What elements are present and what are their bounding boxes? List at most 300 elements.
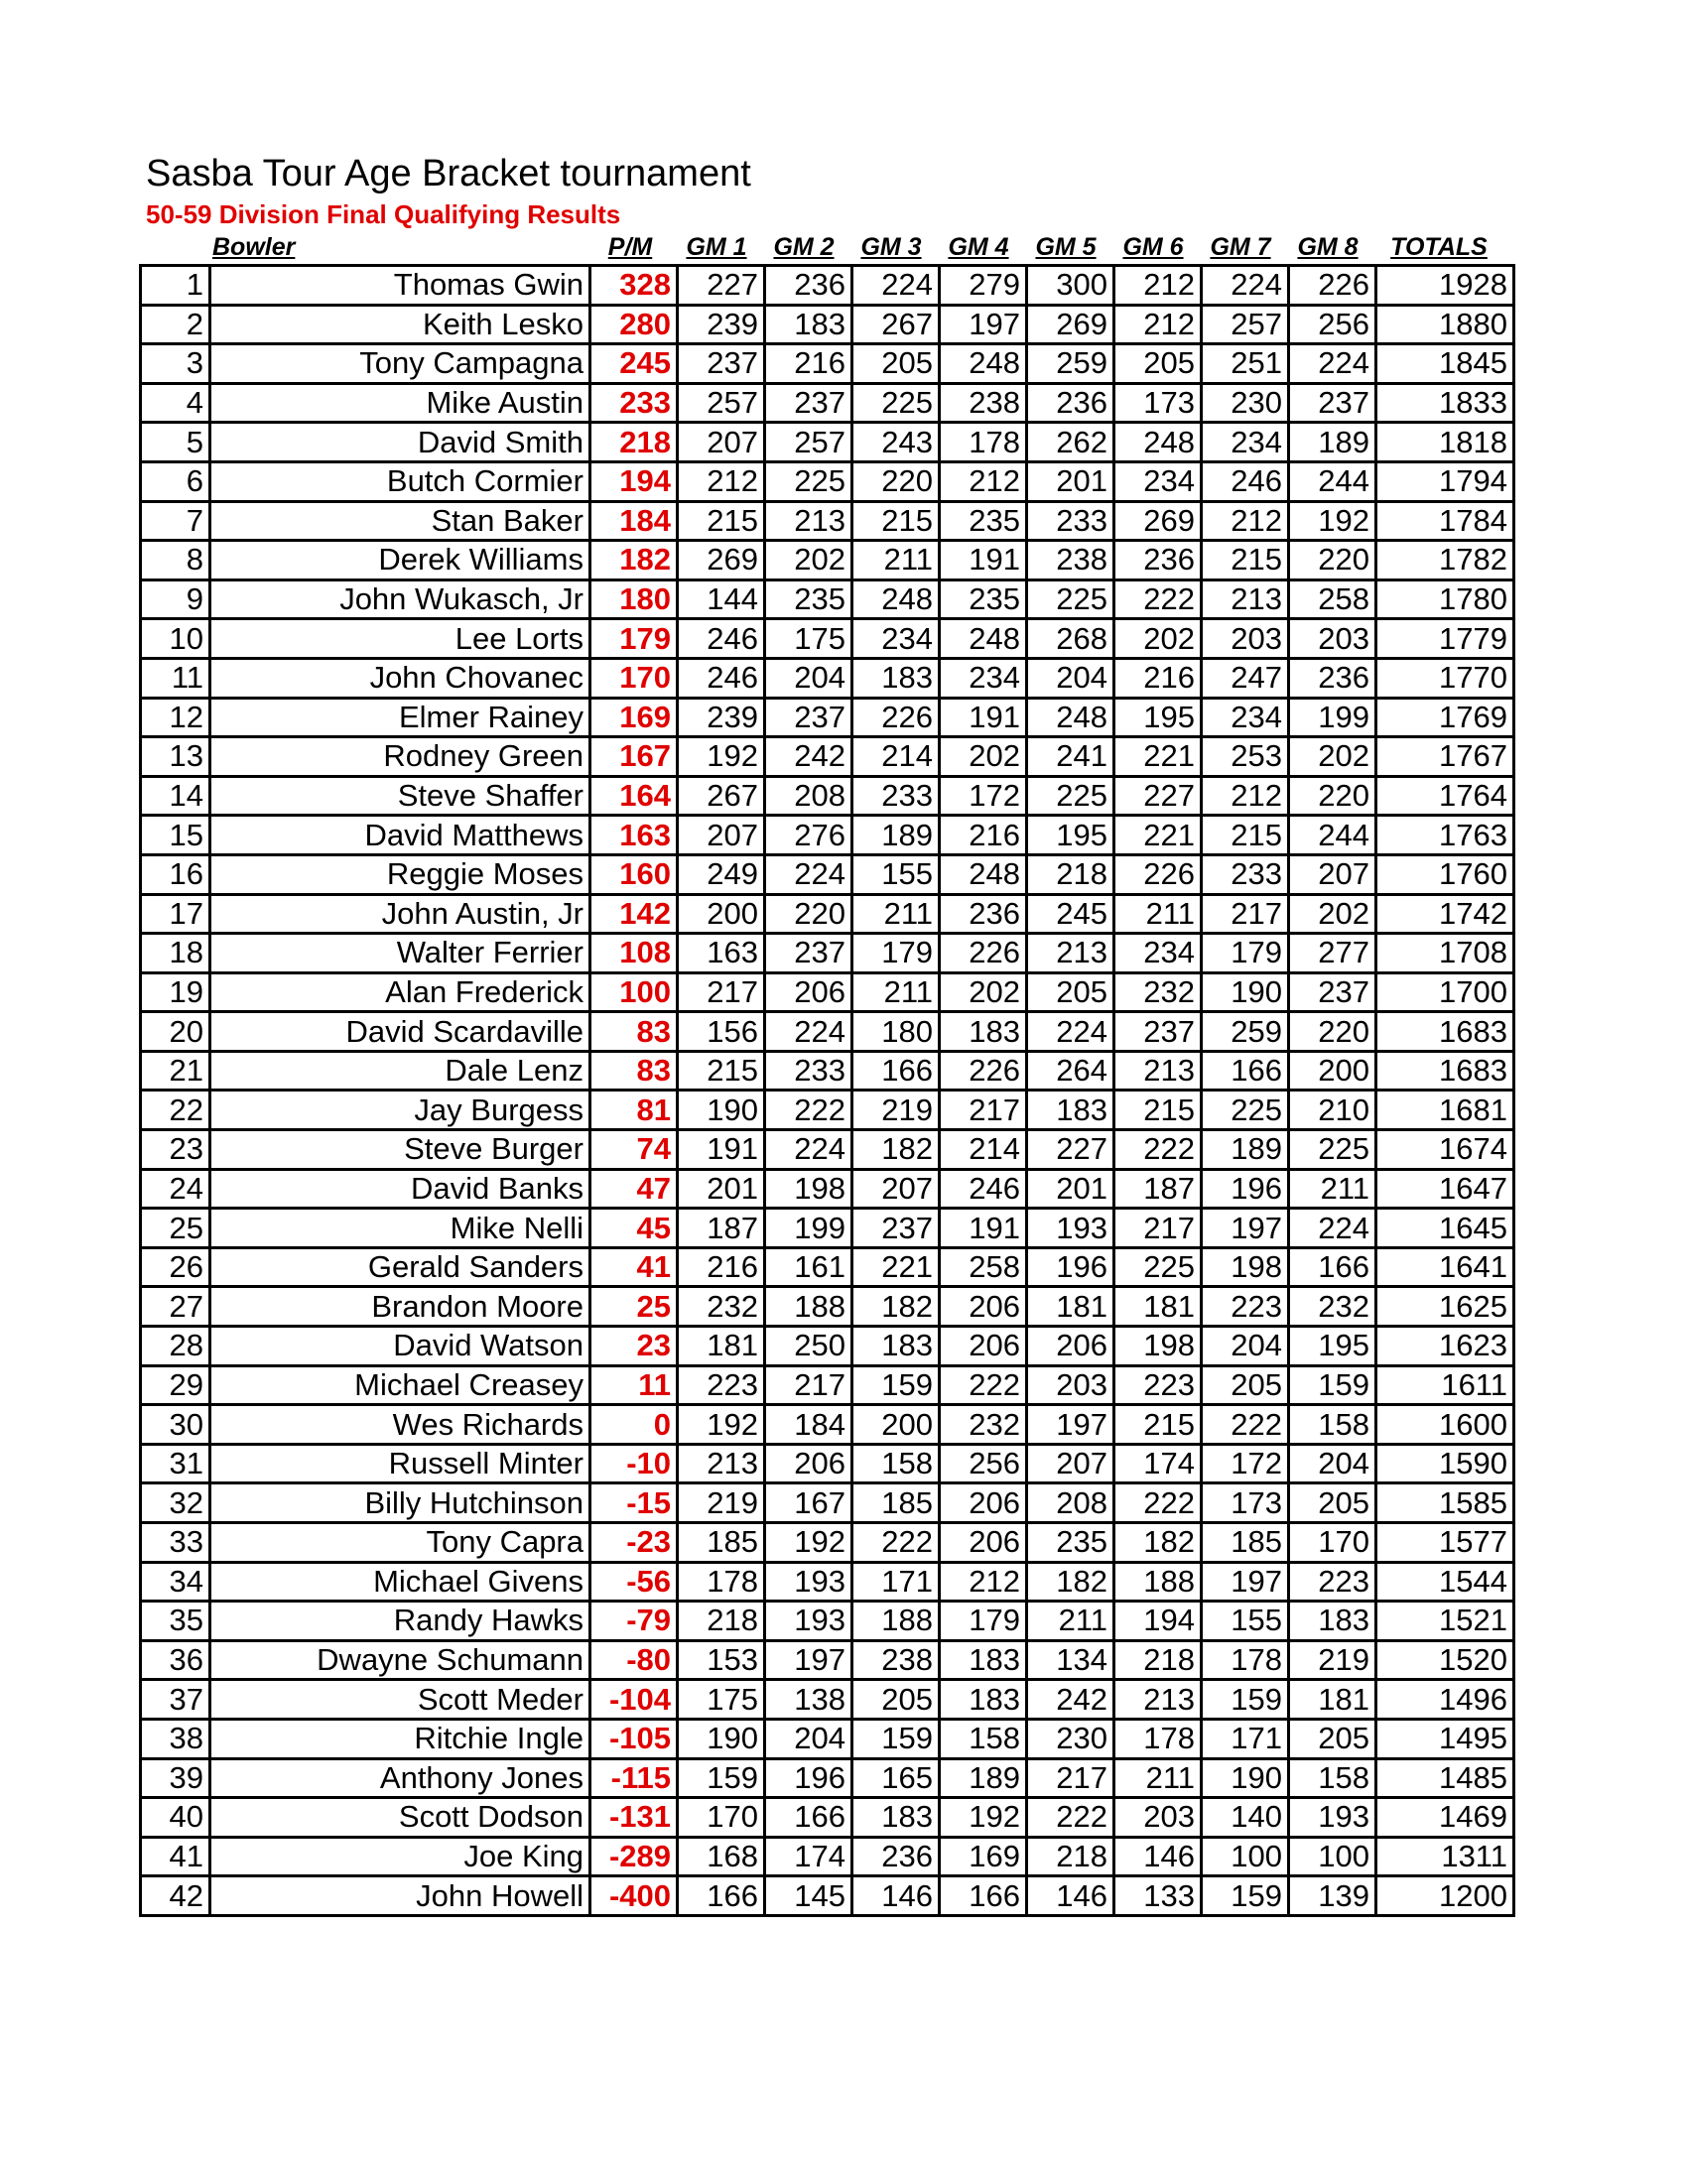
game-3-cell: 171 xyxy=(852,1562,940,1602)
game-4-cell: 172 xyxy=(940,776,1027,816)
game-8-cell: 183 xyxy=(1289,1602,1376,1641)
game-1-cell: 192 xyxy=(678,737,765,777)
game-6-cell: 222 xyxy=(1114,1130,1202,1170)
bowler-name-cell: Anthony Jones xyxy=(210,1758,590,1798)
game-7-cell: 100 xyxy=(1202,1837,1289,1876)
game-8-cell: 202 xyxy=(1289,737,1376,777)
game-7-cell: 159 xyxy=(1202,1680,1289,1720)
game-2-cell: 204 xyxy=(765,1719,852,1758)
rank-cell: 9 xyxy=(141,579,210,619)
bowler-name-cell: Gerald Sanders xyxy=(210,1247,590,1287)
game-1-cell: 190 xyxy=(678,1091,765,1130)
total-cell: 1600 xyxy=(1376,1405,1514,1445)
table-row xyxy=(141,1365,1514,1405)
game-8-cell: 256 xyxy=(1289,305,1376,344)
game-7-cell: 212 xyxy=(1202,776,1289,816)
game-4-cell: 183 xyxy=(940,1680,1027,1720)
game-2-cell: 208 xyxy=(765,776,852,816)
pm-cell: -115 xyxy=(590,1758,678,1798)
bowler-name-cell: Alan Frederick xyxy=(210,972,590,1012)
game-7-cell: 225 xyxy=(1202,1091,1289,1130)
header-game-5: GM 5 xyxy=(1035,233,1097,261)
table-row xyxy=(141,383,1514,423)
bowler-name-cell: Michael Creasey xyxy=(210,1365,590,1405)
game-2-cell: 217 xyxy=(765,1365,852,1405)
game-6-cell: 215 xyxy=(1114,1091,1202,1130)
game-6-cell: 202 xyxy=(1114,619,1202,659)
game-4-cell: 178 xyxy=(940,423,1027,462)
game-1-cell: 207 xyxy=(678,423,765,462)
game-1-cell: 187 xyxy=(678,1209,765,1248)
game-8-cell: 211 xyxy=(1289,1169,1376,1209)
bowler-name-cell: John Chovanec xyxy=(210,658,590,698)
total-cell: 1782 xyxy=(1376,541,1514,580)
pm-cell: 245 xyxy=(590,344,678,384)
game-5-cell: 235 xyxy=(1027,1523,1114,1563)
game-7-cell: 140 xyxy=(1202,1798,1289,1838)
game-1-cell: 191 xyxy=(678,1130,765,1170)
bowler-name-cell: Jay Burgess xyxy=(210,1091,590,1130)
game-7-cell: 205 xyxy=(1202,1365,1289,1405)
total-cell: 1521 xyxy=(1376,1602,1514,1641)
game-1-cell: 218 xyxy=(678,1602,765,1641)
game-7-cell: 251 xyxy=(1202,344,1289,384)
game-6-cell: 212 xyxy=(1114,305,1202,344)
total-cell: 1818 xyxy=(1376,423,1514,462)
game-5-cell: 193 xyxy=(1027,1209,1114,1248)
rank-cell: 27 xyxy=(141,1287,210,1327)
pm-cell: 194 xyxy=(590,461,678,501)
table-row xyxy=(141,305,1514,344)
table-row xyxy=(141,658,1514,698)
game-3-cell: 211 xyxy=(852,972,940,1012)
game-6-cell: 203 xyxy=(1114,1798,1202,1838)
game-4-cell: 179 xyxy=(940,1602,1027,1641)
game-7-cell: 198 xyxy=(1202,1247,1289,1287)
game-6-cell: 237 xyxy=(1114,1012,1202,1052)
game-5-cell: 218 xyxy=(1027,854,1114,894)
total-cell: 1779 xyxy=(1376,619,1514,659)
game-7-cell: 223 xyxy=(1202,1287,1289,1327)
game-6-cell: 222 xyxy=(1114,579,1202,619)
table-row xyxy=(141,1876,1514,1916)
game-1-cell: 257 xyxy=(678,383,765,423)
rank-cell: 41 xyxy=(141,1837,210,1876)
game-4-cell: 191 xyxy=(940,541,1027,580)
rank-cell: 35 xyxy=(141,1602,210,1641)
total-cell: 1742 xyxy=(1376,894,1514,934)
game-1-cell: 200 xyxy=(678,894,765,934)
game-8-cell: 200 xyxy=(1289,1051,1376,1091)
rank-cell: 32 xyxy=(141,1483,210,1523)
game-2-cell: 161 xyxy=(765,1247,852,1287)
rank-cell: 30 xyxy=(141,1405,210,1445)
game-6-cell: 227 xyxy=(1114,776,1202,816)
game-6-cell: 234 xyxy=(1114,934,1202,973)
table-row xyxy=(141,1405,1514,1445)
game-1-cell: 156 xyxy=(678,1012,765,1052)
game-8-cell: 205 xyxy=(1289,1719,1376,1758)
game-4-cell: 217 xyxy=(940,1091,1027,1130)
total-cell: 1845 xyxy=(1376,344,1514,384)
bowler-name-cell: Joe King xyxy=(210,1837,590,1876)
pm-cell: -400 xyxy=(590,1876,678,1916)
bowler-name-cell: Tony Campagna xyxy=(210,344,590,384)
game-7-cell: 233 xyxy=(1202,854,1289,894)
game-1-cell: 239 xyxy=(678,305,765,344)
game-4-cell: 212 xyxy=(940,1562,1027,1602)
game-2-cell: 237 xyxy=(765,698,852,737)
game-6-cell: 211 xyxy=(1114,894,1202,934)
game-6-cell: 187 xyxy=(1114,1169,1202,1209)
game-4-cell: 191 xyxy=(940,698,1027,737)
rank-cell: 4 xyxy=(141,383,210,423)
total-cell: 1760 xyxy=(1376,854,1514,894)
game-5-cell: 269 xyxy=(1027,305,1114,344)
table-row xyxy=(141,934,1514,973)
game-8-cell: 199 xyxy=(1289,698,1376,737)
game-2-cell: 206 xyxy=(765,972,852,1012)
game-7-cell: 234 xyxy=(1202,423,1289,462)
total-cell: 1764 xyxy=(1376,776,1514,816)
table-row xyxy=(141,972,1514,1012)
rank-cell: 15 xyxy=(141,816,210,855)
rank-cell: 6 xyxy=(141,461,210,501)
total-cell: 1495 xyxy=(1376,1719,1514,1758)
game-5-cell: 222 xyxy=(1027,1798,1114,1838)
header-game-7: GM 7 xyxy=(1210,233,1271,261)
pm-cell: 167 xyxy=(590,737,678,777)
rank-cell: 37 xyxy=(141,1680,210,1720)
game-3-cell: 165 xyxy=(852,1758,940,1798)
game-7-cell: 215 xyxy=(1202,816,1289,855)
total-cell: 1520 xyxy=(1376,1640,1514,1680)
game-3-cell: 243 xyxy=(852,423,940,462)
game-1-cell: 207 xyxy=(678,816,765,855)
game-8-cell: 226 xyxy=(1289,266,1376,306)
game-5-cell: 181 xyxy=(1027,1287,1114,1327)
game-6-cell: 216 xyxy=(1114,658,1202,698)
game-2-cell: 166 xyxy=(765,1798,852,1838)
game-7-cell: 234 xyxy=(1202,698,1289,737)
pm-cell: 83 xyxy=(590,1012,678,1052)
game-5-cell: 300 xyxy=(1027,266,1114,306)
rank-cell: 5 xyxy=(141,423,210,462)
division-subtitle: 50-59 Division Final Qualifying Results xyxy=(146,199,621,229)
game-4-cell: 158 xyxy=(940,1719,1027,1758)
game-8-cell: 232 xyxy=(1289,1287,1376,1327)
game-3-cell: 236 xyxy=(852,1837,940,1876)
bowler-name-cell: John Austin, Jr xyxy=(210,894,590,934)
rank-cell: 1 xyxy=(141,266,210,306)
rank-cell: 16 xyxy=(141,854,210,894)
pm-cell: -56 xyxy=(590,1562,678,1602)
game-4-cell: 183 xyxy=(940,1640,1027,1680)
bowler-name-cell: John Howell xyxy=(210,1876,590,1916)
bowler-name-cell: Steve Shaffer xyxy=(210,776,590,816)
game-5-cell: 230 xyxy=(1027,1719,1114,1758)
game-8-cell: 224 xyxy=(1289,344,1376,384)
game-4-cell: 206 xyxy=(940,1327,1027,1366)
game-4-cell: 226 xyxy=(940,934,1027,973)
game-5-cell: 211 xyxy=(1027,1602,1114,1641)
game-5-cell: 225 xyxy=(1027,776,1114,816)
header-game-8: GM 8 xyxy=(1297,233,1359,261)
game-7-cell: 190 xyxy=(1202,972,1289,1012)
game-6-cell: 133 xyxy=(1114,1876,1202,1916)
game-3-cell: 166 xyxy=(852,1051,940,1091)
total-cell: 1200 xyxy=(1376,1876,1514,1916)
game-3-cell: 214 xyxy=(852,737,940,777)
bowler-name-cell: Derek Williams xyxy=(210,541,590,580)
table-row xyxy=(141,1327,1514,1366)
rank-cell: 28 xyxy=(141,1327,210,1366)
pm-cell: 170 xyxy=(590,658,678,698)
game-2-cell: 220 xyxy=(765,894,852,934)
game-4-cell: 232 xyxy=(940,1405,1027,1445)
game-8-cell: 207 xyxy=(1289,854,1376,894)
rank-cell: 21 xyxy=(141,1051,210,1091)
game-1-cell: 239 xyxy=(678,698,765,737)
game-7-cell: 257 xyxy=(1202,305,1289,344)
game-1-cell: 215 xyxy=(678,501,765,541)
table-row xyxy=(141,461,1514,501)
pm-cell: 160 xyxy=(590,854,678,894)
game-3-cell: 182 xyxy=(852,1287,940,1327)
game-2-cell: 175 xyxy=(765,619,852,659)
game-3-cell: 248 xyxy=(852,579,940,619)
game-8-cell: 158 xyxy=(1289,1405,1376,1445)
bowler-name-cell: Brandon Moore xyxy=(210,1287,590,1327)
game-7-cell: 155 xyxy=(1202,1602,1289,1641)
bowler-name-cell: John Wukasch, Jr xyxy=(210,579,590,619)
total-cell: 1767 xyxy=(1376,737,1514,777)
game-6-cell: 213 xyxy=(1114,1680,1202,1720)
game-1-cell: 181 xyxy=(678,1327,765,1366)
game-5-cell: 196 xyxy=(1027,1247,1114,1287)
rank-cell: 23 xyxy=(141,1130,210,1170)
table-row xyxy=(141,816,1514,855)
table-row xyxy=(141,1012,1514,1052)
game-4-cell: 166 xyxy=(940,1876,1027,1916)
game-8-cell: 202 xyxy=(1289,894,1376,934)
game-3-cell: 207 xyxy=(852,1169,940,1209)
bowler-name-cell: Reggie Moses xyxy=(210,854,590,894)
game-8-cell: 244 xyxy=(1289,816,1376,855)
pm-cell: 41 xyxy=(590,1247,678,1287)
game-2-cell: 202 xyxy=(765,541,852,580)
game-5-cell: 262 xyxy=(1027,423,1114,462)
game-1-cell: 153 xyxy=(678,1640,765,1680)
pm-cell: 142 xyxy=(590,894,678,934)
game-8-cell: 258 xyxy=(1289,579,1376,619)
game-5-cell: 201 xyxy=(1027,461,1114,501)
game-2-cell: 242 xyxy=(765,737,852,777)
game-1-cell: 212 xyxy=(678,461,765,501)
pm-cell: -105 xyxy=(590,1719,678,1758)
pm-cell: 74 xyxy=(590,1130,678,1170)
table-row xyxy=(141,737,1514,777)
bowler-name-cell: David Scardaville xyxy=(210,1012,590,1052)
game-6-cell: 211 xyxy=(1114,1758,1202,1798)
game-8-cell: 181 xyxy=(1289,1680,1376,1720)
game-8-cell: 170 xyxy=(1289,1523,1376,1563)
bowler-name-cell: Michael Givens xyxy=(210,1562,590,1602)
game-7-cell: 230 xyxy=(1202,383,1289,423)
game-1-cell: 178 xyxy=(678,1562,765,1602)
game-6-cell: 195 xyxy=(1114,698,1202,737)
rank-cell: 24 xyxy=(141,1169,210,1209)
table-row xyxy=(141,1051,1514,1091)
pm-cell: 45 xyxy=(590,1209,678,1248)
game-3-cell: 238 xyxy=(852,1640,940,1680)
game-5-cell: 264 xyxy=(1027,1051,1114,1091)
game-7-cell: 222 xyxy=(1202,1405,1289,1445)
game-3-cell: 234 xyxy=(852,619,940,659)
rank-cell: 13 xyxy=(141,737,210,777)
game-8-cell: 277 xyxy=(1289,934,1376,973)
rank-cell: 17 xyxy=(141,894,210,934)
table-row xyxy=(141,1247,1514,1287)
game-6-cell: 226 xyxy=(1114,854,1202,894)
game-4-cell: 235 xyxy=(940,579,1027,619)
table-row xyxy=(141,1758,1514,1798)
game-2-cell: 196 xyxy=(765,1758,852,1798)
game-6-cell: 248 xyxy=(1114,423,1202,462)
header-game-2: GM 2 xyxy=(773,233,835,261)
total-cell: 1700 xyxy=(1376,972,1514,1012)
header-game-4: GM 4 xyxy=(948,233,1009,261)
total-cell: 1645 xyxy=(1376,1209,1514,1248)
table-row xyxy=(141,1837,1514,1876)
bowler-name-cell: Elmer Rainey xyxy=(210,698,590,737)
pm-cell: 164 xyxy=(590,776,678,816)
bowler-name-cell: Ritchie Ingle xyxy=(210,1719,590,1758)
game-2-cell: 237 xyxy=(765,934,852,973)
game-5-cell: 206 xyxy=(1027,1327,1114,1366)
game-3-cell: 158 xyxy=(852,1444,940,1483)
pm-cell: 100 xyxy=(590,972,678,1012)
game-6-cell: 232 xyxy=(1114,972,1202,1012)
game-7-cell: 197 xyxy=(1202,1209,1289,1248)
game-7-cell: 190 xyxy=(1202,1758,1289,1798)
game-8-cell: 244 xyxy=(1289,461,1376,501)
game-1-cell: 246 xyxy=(678,658,765,698)
game-2-cell: 193 xyxy=(765,1562,852,1602)
total-cell: 1674 xyxy=(1376,1130,1514,1170)
game-1-cell: 249 xyxy=(678,854,765,894)
game-2-cell: 225 xyxy=(765,461,852,501)
game-5-cell: 213 xyxy=(1027,934,1114,973)
game-3-cell: 219 xyxy=(852,1091,940,1130)
rank-cell: 39 xyxy=(141,1758,210,1798)
pm-cell: 179 xyxy=(590,619,678,659)
game-4-cell: 234 xyxy=(940,658,1027,698)
table-row xyxy=(141,579,1514,619)
game-2-cell: 192 xyxy=(765,1523,852,1563)
results-table xyxy=(139,264,1515,1917)
game-1-cell: 219 xyxy=(678,1483,765,1523)
game-5-cell: 268 xyxy=(1027,619,1114,659)
pm-cell: 163 xyxy=(590,816,678,855)
game-4-cell: 206 xyxy=(940,1483,1027,1523)
game-3-cell: 205 xyxy=(852,344,940,384)
game-3-cell: 146 xyxy=(852,1876,940,1916)
game-6-cell: 213 xyxy=(1114,1051,1202,1091)
game-1-cell: 159 xyxy=(678,1758,765,1798)
game-6-cell: 212 xyxy=(1114,266,1202,306)
rank-cell: 7 xyxy=(141,501,210,541)
game-2-cell: 235 xyxy=(765,579,852,619)
game-2-cell: 204 xyxy=(765,658,852,698)
game-3-cell: 205 xyxy=(852,1680,940,1720)
bowler-name-cell: Wes Richards xyxy=(210,1405,590,1445)
header-game-1: GM 1 xyxy=(686,233,747,261)
game-3-cell: 211 xyxy=(852,541,940,580)
game-2-cell: 138 xyxy=(765,1680,852,1720)
table-row xyxy=(141,894,1514,934)
game-3-cell: 155 xyxy=(852,854,940,894)
page-title: Sasba Tour Age Bracket tournament xyxy=(146,153,751,194)
table-row xyxy=(141,1169,1514,1209)
table-row xyxy=(141,1562,1514,1602)
game-2-cell: 213 xyxy=(765,501,852,541)
total-cell: 1794 xyxy=(1376,461,1514,501)
bowler-name-cell: Dwayne Schumann xyxy=(210,1640,590,1680)
table-row xyxy=(141,1091,1514,1130)
total-cell: 1611 xyxy=(1376,1365,1514,1405)
game-4-cell: 192 xyxy=(940,1798,1027,1838)
rank-cell: 2 xyxy=(141,305,210,344)
game-1-cell: 170 xyxy=(678,1798,765,1838)
bowler-name-cell: Stan Baker xyxy=(210,501,590,541)
game-5-cell: 224 xyxy=(1027,1012,1114,1052)
pm-cell: 218 xyxy=(590,423,678,462)
pm-cell: 169 xyxy=(590,698,678,737)
game-5-cell: 259 xyxy=(1027,344,1114,384)
rank-cell: 36 xyxy=(141,1640,210,1680)
game-3-cell: 180 xyxy=(852,1012,940,1052)
rank-cell: 10 xyxy=(141,619,210,659)
bowler-name-cell: David Smith xyxy=(210,423,590,462)
table-row xyxy=(141,423,1514,462)
game-8-cell: 237 xyxy=(1289,383,1376,423)
game-3-cell: 183 xyxy=(852,658,940,698)
game-5-cell: 248 xyxy=(1027,698,1114,737)
game-7-cell: 179 xyxy=(1202,934,1289,973)
game-4-cell: 235 xyxy=(940,501,1027,541)
game-4-cell: 189 xyxy=(940,1758,1027,1798)
header-bowler: Bowler xyxy=(212,233,296,261)
game-6-cell: 269 xyxy=(1114,501,1202,541)
table-row xyxy=(141,776,1514,816)
rank-cell: 25 xyxy=(141,1209,210,1248)
game-5-cell: 245 xyxy=(1027,894,1114,934)
game-7-cell: 166 xyxy=(1202,1051,1289,1091)
game-8-cell: 220 xyxy=(1289,776,1376,816)
game-7-cell: 204 xyxy=(1202,1327,1289,1366)
game-4-cell: 183 xyxy=(940,1012,1027,1052)
game-1-cell: 166 xyxy=(678,1876,765,1916)
game-7-cell: 247 xyxy=(1202,658,1289,698)
game-3-cell: 188 xyxy=(852,1602,940,1641)
total-cell: 1641 xyxy=(1376,1247,1514,1287)
game-3-cell: 159 xyxy=(852,1365,940,1405)
rank-cell: 26 xyxy=(141,1247,210,1287)
game-2-cell: 188 xyxy=(765,1287,852,1327)
game-6-cell: 215 xyxy=(1114,1405,1202,1445)
table-row xyxy=(141,1444,1514,1483)
